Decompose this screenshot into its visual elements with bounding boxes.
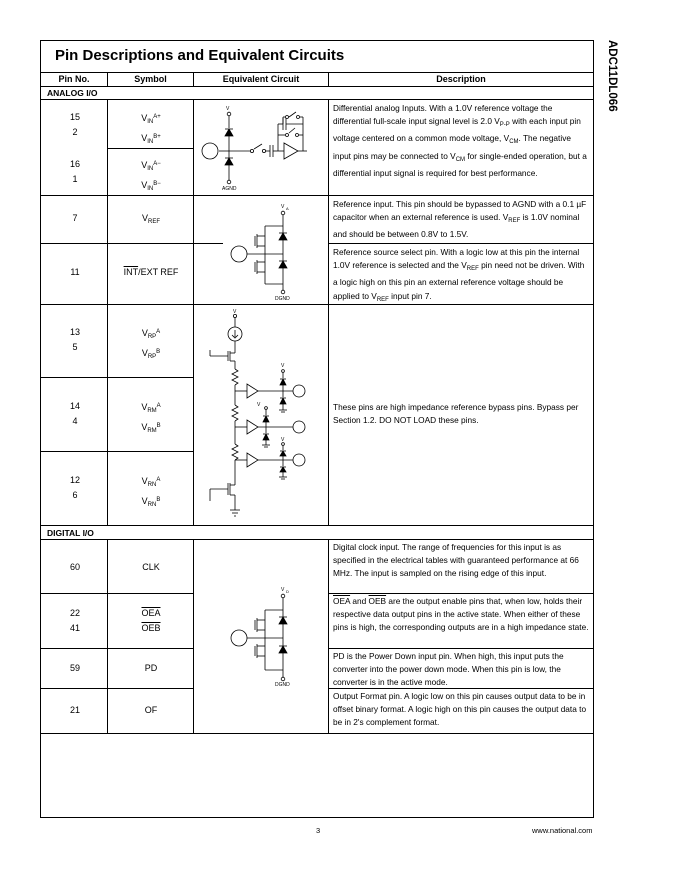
desc-oe: $\overline{OEA}$ and $\overline{OEB}$ are the output enable pins that, when low, holds their respective data output pins in the active state. When either of these pins is high, the corresponding outputs are in a high impedance state. [333,596,589,633]
rule [328,648,593,649]
section-digital: DIGITAL I/O [47,528,94,538]
pin-number: 13 5 [69,327,80,352]
rule [41,72,593,73]
rule [41,688,193,689]
page-title: Pin Descriptions and Equivalent Circuits [55,47,345,64]
va-label: V [226,106,230,112]
analog-input-circuit [195,100,327,194]
pin-number: 12 6 [69,475,80,500]
col-desc-header: Description [436,74,486,84]
svg-text:V: V [281,437,285,443]
dgnd-label: DGND [275,682,290,688]
pin-number: 7 [72,213,78,223]
rule [41,377,193,378]
symbol-pd: PD [144,663,158,673]
vd-label: V [281,587,285,593]
col-circuit-header: Equivalent Circuit [222,74,300,84]
desc-vref: Reference input. This pin should be bypassed to AGND with a 0.1 µF capacitor when an external reference is used. $V_{REF}$ is 1.0V nominal and should be between 0.8V to 1.5V. [333,199,587,240]
col-pin-header: Pin No. [58,74,90,84]
rule [41,539,593,540]
symbol-vrm: $V_{RM}^A$ $V_{RM}^B$ [141,402,161,434]
rule [41,86,593,87]
pin-number: 60 [69,562,80,572]
desc-int-ext-ref: Reference source select pin. With a logic low at this pin the internal 1.0V reference is selected and the $V_{REF}$ pin need not be driven. With a logic high on this pin an external reference voltage should be applied to $V_{REF}$ input pin 7. [333,247,585,303]
symbol-oe: $\overline{OEA}$ $\overline{OEB}$ [141,608,161,633]
svg-text:V: V [281,363,285,369]
rule [41,593,193,594]
desc-bypass: These pins are high impedance reference bypass pins. Bypass per Section 1.2. DO NOT LOAD these pins. [333,402,579,426]
symbol-vref: $V_{REF}$ [141,213,160,225]
symbol-vin-neg: $V_{IN}^{A-}$ $V_{IN}^{B-}$ [141,160,161,192]
rule [41,648,193,649]
col-symbol-header: Symbol [134,74,167,84]
page-number: 3 [316,826,321,835]
pin-number: 21 [69,705,80,715]
symbol-int-ext-ref: $\overline{INT}$/EXT REF [123,267,179,277]
footer-site[interactable]: www.national.com [532,826,593,835]
symbol-clk: CLK [142,562,160,572]
rule [41,733,593,734]
va-label: V [281,204,285,210]
reference-bypass-circuit [195,305,327,524]
pin-number: 15 2 [69,112,80,137]
svg-text:A: A [286,206,289,211]
digital-input-circuit [195,580,327,690]
agnd-label: AGND [222,186,237,192]
symbol-of: OF [144,705,158,715]
pin-number: 16 1 [69,159,80,184]
pin-number: 59 [69,663,80,673]
desc-pd: PD is the Power Down input pin. When high, this input puts the converter into the power down mode. When this pin is low, the converter is in the active mode. [333,651,564,688]
part-number: ADC11DL066 [606,40,618,112]
pin-number: 14 4 [69,401,80,426]
dgnd-label: DGND [275,296,290,302]
section-analog: ANALOG I/O [47,88,98,98]
desc-vin: Differential analog Inputs. With a 1.0V reference voltage the differential full-scale input signal level is 2.0 $V_{P-P}$ with each input pin voltage centered on a common mode voltage, $V_{CM}$. The negative input pins may be connected to $V_{CM}$ for single-ended operation, but a differential input signal is required for best performance. [333,103,587,178]
va-label: V [233,309,237,315]
pin-number: 11 [70,267,80,277]
svg-text:D: D [286,589,289,594]
rule [328,593,593,594]
rule [41,525,593,526]
desc-clk: Digital clock input. The range of frequencies for this input is as specified in the electrical tables with guaranteed performance at 66 MHz. The input is sampled on the rising edge of this input. [333,542,579,579]
pin-number: 22 41 [69,608,80,633]
part-number-tab [598,40,618,160]
rule [41,451,193,452]
symbol-vrp: $V_{RP}^A$ $V_{RP}^B$ [141,328,161,360]
reference-input-circuit [195,196,327,303]
desc-of: Output Format pin. A logic low on this pin causes output data to be in offset binary format. A logic high on this pin causes the output data to be in 2's complement format. [333,691,587,728]
rule [328,243,593,244]
symbol-vrn: $V_{RN}^A$ $V_{RN}^B$ [141,476,161,508]
svg-text:V: V [257,402,261,408]
symbol-vin-pos: $V_{IN}^{A+}$ $V_{IN}^{B+}$ [141,113,161,145]
